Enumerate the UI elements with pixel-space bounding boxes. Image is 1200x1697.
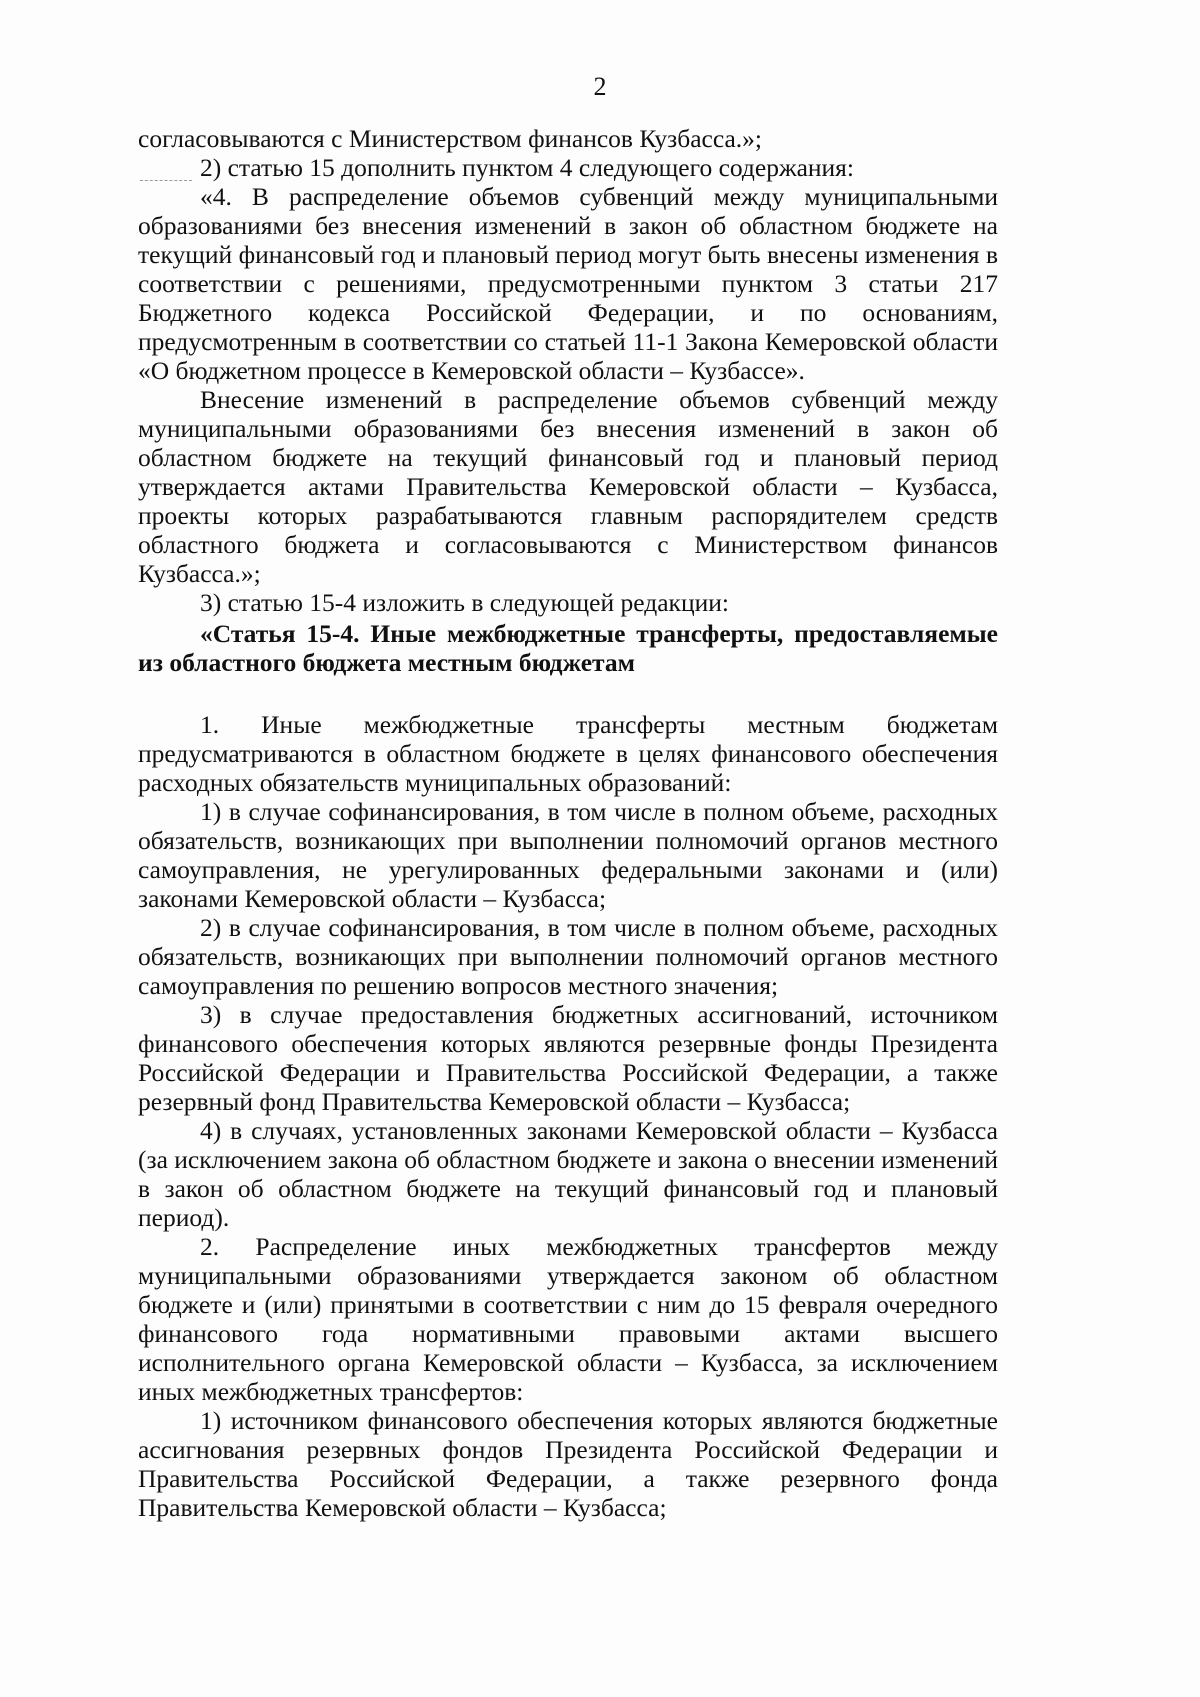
paragraph-5: 3) статью 15-4 изложить в следующей редакции:	[200, 588, 729, 617]
paragraph-3: «4. В распределение объемов субвенций между муниципальными образованиями без внесения изменений в закон об областном бюджете на текущий финансовый год и плановый период могут быть внесены изменения в соответствии с решениями, предусмотренными пунктом 3 статьи 217 Бюджетного кодекса Российской Федерации, и по основаниям, предусмотренным в соответствии со статьей 11-1 Закона Кемеровской области «О бюджетном процессе в Кемеровской области – Кузбассе».	[138, 182, 998, 385]
paragraph-1: согласовываются с Министерством финансов Кузбасса.»;	[138, 124, 763, 153]
paragraph-10: 4) в случаях, установленных законами Кемеровской области – Кузбасса (за исключением закона об областном бюджете и закона о внесении изменений в закон об областном бюджете на текущий финансовый год и плановый период).	[138, 1116, 998, 1232]
blank-line	[138, 677, 998, 706]
document-body	[138, 124, 998, 1522]
paragraph-8: 2) в случае софинансирования, в том числе в полном объеме, расходных обязательств, возникающих при выполнении полномочий органов местного самоуправления по решению вопросов местного значения;	[138, 913, 998, 1000]
paragraph-7: 1) в случае софинансирования, в том числе в полном объеме, расходных обязательств, возникающих при выполнении полномочий органов местного самоуправления, не урегулированных федеральными законами и (или) законами Кемеровской области – Кузбасса;	[138, 797, 998, 913]
paragraph-9: 3) в случае предоставления бюджетных ассигнований, источником финансового обеспечения которых являются резервные фонды Президента Российской Федерации и Правительства Российской Федерации, а также резервный фонд Правительства Кемеровской области – Кузбасса;	[138, 1000, 998, 1116]
paragraph-6: 1. Иные межбюджетные трансферты местным бюджетам предусматриваются в областном бюджете в целях финансового обеспечения расходных обязательств муниципальных образований:	[138, 710, 998, 797]
article-heading: «Статья 15-4. Иные межбюджетные трансферты, предоставляемые из областного бюджета местным бюджетам	[138, 619, 998, 677]
paragraph-11: 2. Распределение иных межбюджетных трансфертов между муниципальными образованиями утверждается законом об областном бюджете и (или) принятыми в соответствии с ним до 15 февраля очередного финансового года нормативными правовыми актами высшего исполнительного органа Кемеровской области – Кузбасса, за исключением иных межбюджетных трансфертов:	[138, 1232, 998, 1406]
paragraph-2: 2) статью 15 дополнить пунктом 4 следующего содержания:	[200, 153, 854, 182]
paragraph-12: 1) источником финансового обеспечения которых являются бюджетные ассигнования резервных фондов Президента Российской Федерации и Правительства Российской Федерации, а также резервного фонда Правительства Кемеровской области – Кузбасса;	[138, 1406, 998, 1522]
page-number: 2	[593, 72, 607, 101]
paragraph-4: Внесение изменений в распределение объемов субвенций между муниципальными образованиями без внесения изменений в закон об областном бюджете на текущий финансовый год и плановый период утверждается актами Правительства Кемеровской области – Кузбасса, проекты которых разрабатываются главным распорядителем средств областного бюджета и согласовываются с Министерством финансов Кузбасса.»;	[138, 385, 998, 588]
